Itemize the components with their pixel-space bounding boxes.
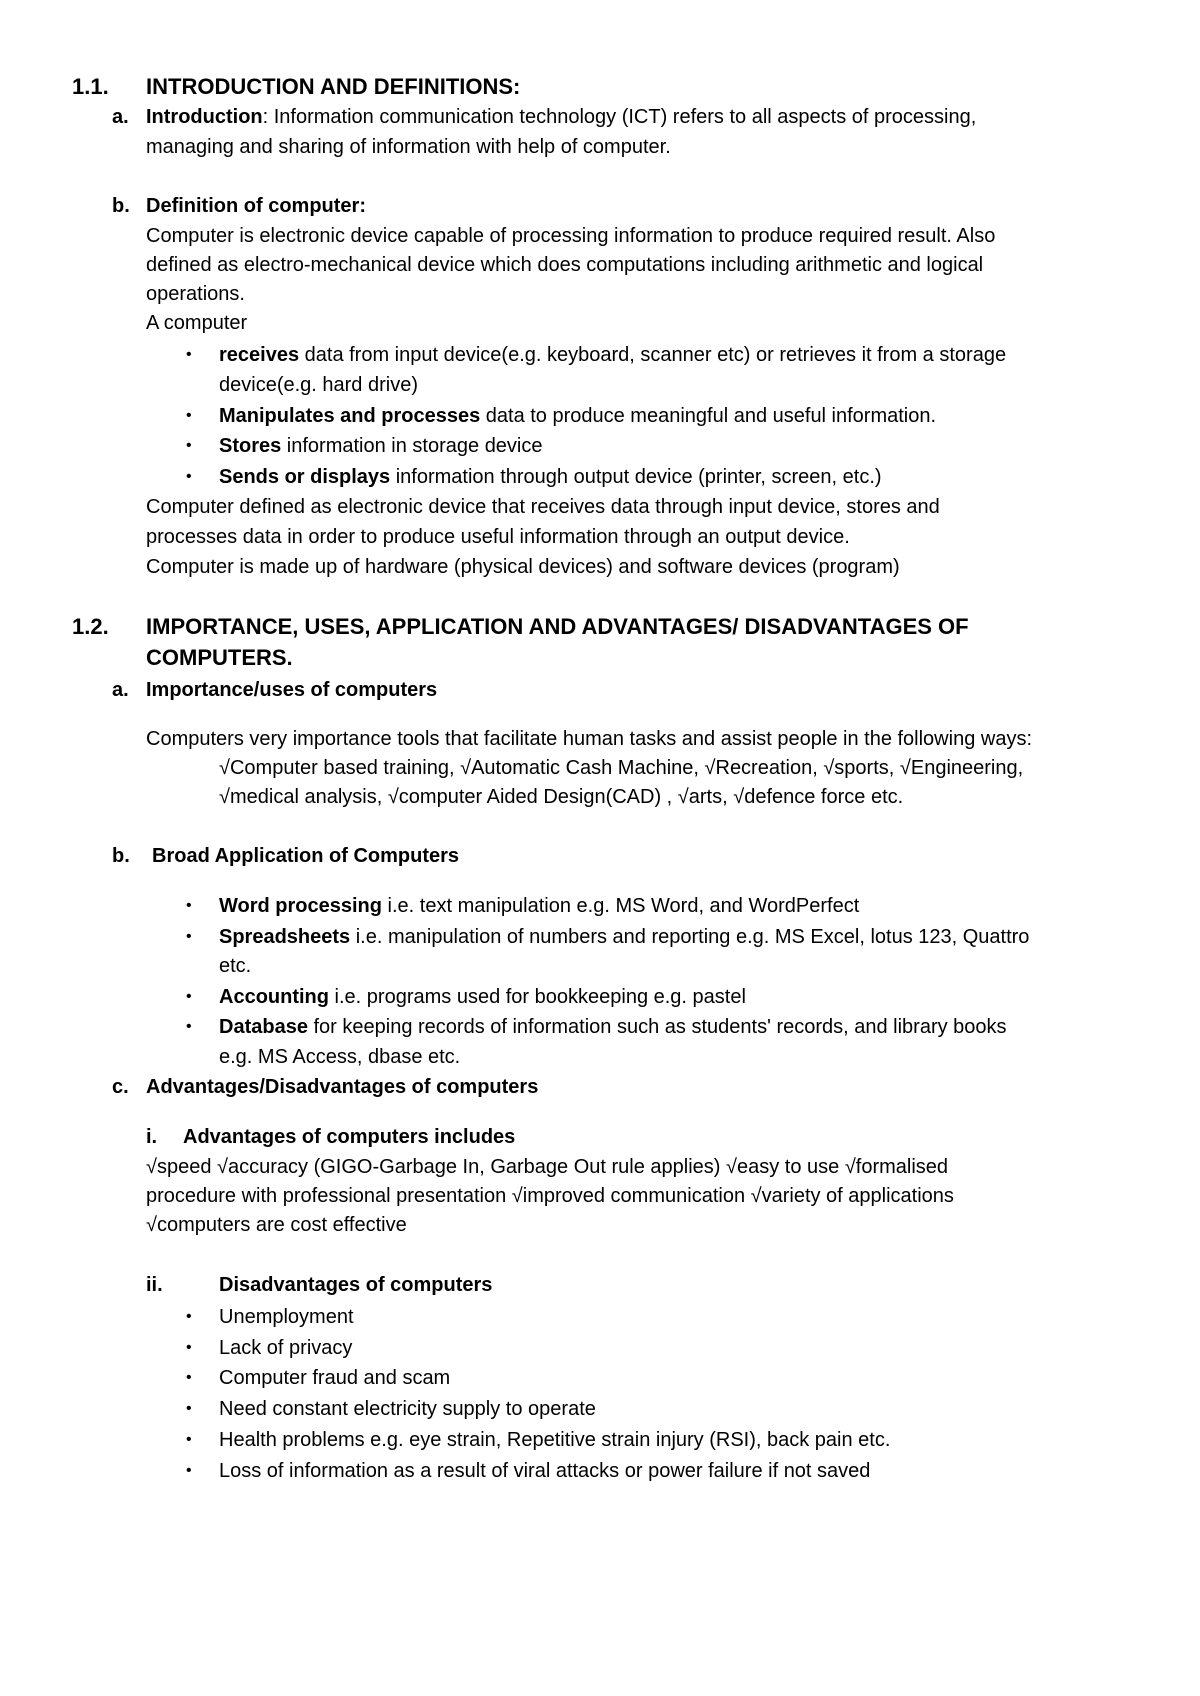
word-processing-text: i.e. text manipulation e.g. MS Word, and WordPerfect	[382, 895, 860, 917]
computer-function-sends	[219, 464, 882, 490]
subitem-i-label: i.	[146, 1126, 158, 1148]
introduction-line-1	[146, 104, 976, 130]
bullet-icon: •	[186, 468, 192, 485]
advantages-line-3: √computers are cost effective	[146, 1214, 407, 1236]
subitem-ii-label: ii.	[146, 1274, 163, 1296]
manipulates-text: data to produce meaningful and useful information.	[480, 405, 937, 427]
accounting-bold: Accounting	[219, 986, 329, 1008]
manipulates-bold: Manipulates and processes	[219, 405, 481, 427]
advantages-disadvantages-title: Advantages/Disadvantages of computers	[146, 1076, 539, 1098]
receives-text: data from input device(e.g. keyboard, scanner etc) or retrieves it from a storage	[299, 344, 1007, 366]
database-text: for keeping records of information such as students' records, and library books	[307, 1016, 1007, 1038]
disadvantage-item: Health problems e.g. eye strain, Repetitive strain injury (RSI), back pain etc.	[219, 1429, 891, 1451]
computer-function-stores	[219, 433, 543, 459]
item-a-label: a.	[112, 679, 129, 701]
disadvantage-item: Computer fraud and scam	[219, 1367, 451, 1389]
a-computer-text: A computer	[146, 312, 248, 334]
sends-bold: Sends or displays	[219, 466, 391, 488]
importance-text: Computers very importance tools that facilitate human tasks and assist people in the following ways:	[146, 728, 1032, 750]
definition-line-1: Computer is electronic device capable of processing information to produce required result. Also	[146, 225, 996, 247]
importance-list-line-2: √medical analysis, √computer Aided Design(CAD) , √arts, √defence force etc.	[219, 786, 904, 808]
importance-list-line-1: √Computer based training, √Automatic Cash Machine, √Recreation, √sports, √Engineering,	[219, 757, 1024, 779]
stores-bold: Stores	[219, 435, 282, 457]
computer-function-receives-cont: device(e.g. hard drive)	[219, 374, 418, 396]
disadvantage-item: Loss of information as a result of viral attacks or power failure if not saved	[219, 1460, 871, 1482]
bullet-icon: •	[186, 346, 192, 363]
bullet-icon: •	[186, 928, 192, 945]
bullet-icon: •	[186, 437, 192, 454]
definition-summary-line-2: processes data in order to produce useful information through an output device.	[146, 526, 850, 548]
definition-title: Definition of computer:	[146, 195, 366, 217]
section-1-2-number: 1.2.	[72, 614, 109, 639]
definition-line-3: operations.	[146, 283, 245, 305]
word-processing-bold: Word processing	[219, 895, 382, 917]
item-b-label: b.	[112, 195, 130, 217]
sends-text: information through output device (printer, screen, etc.)	[390, 466, 882, 488]
introduction-line-2: managing and sharing of information with help of computer.	[146, 136, 671, 158]
applications-title: Broad Application of Computers	[152, 845, 460, 867]
hardware-software-text: Computer is made up of hardware (physical devices) and software devices (program)	[146, 556, 900, 578]
bullet-icon: •	[186, 1400, 192, 1417]
application-word-processing	[219, 893, 859, 919]
computer-function-manipulates	[219, 403, 936, 429]
application-accounting	[219, 984, 746, 1010]
computer-function-receives	[219, 342, 1006, 368]
spreadsheets-bold: Spreadsheets	[219, 926, 351, 948]
application-spreadsheets	[219, 924, 1029, 950]
accounting-text: i.e. programs used for bookkeeping e.g. pastel	[329, 986, 746, 1008]
advantages-title: Advantages of computers includes	[183, 1126, 516, 1148]
advantages-line-1: √speed √accuracy (GIGO-Garbage In, Garbage Out rule applies) √easy to use √formalised	[146, 1156, 949, 1178]
advantages-line-2: procedure with professional presentation √improved communication √variety of applications	[146, 1185, 954, 1207]
application-spreadsheets-cont: etc.	[219, 955, 252, 977]
bullet-icon: •	[186, 1431, 192, 1448]
item-c-label: c.	[112, 1076, 129, 1098]
section-1-1-number: 1.1.	[72, 74, 109, 99]
bullet-icon: •	[186, 897, 192, 914]
bullet-icon: •	[186, 1308, 192, 1325]
bullet-icon: •	[186, 1462, 192, 1479]
disadvantage-item: Lack of privacy	[219, 1337, 353, 1359]
bullet-icon: •	[186, 988, 192, 1005]
item-a-label: a.	[112, 106, 129, 128]
spreadsheets-text: i.e. manipulation of numbers and reporting e.g. MS Excel, lotus 123, Quattro	[350, 926, 1030, 948]
disadvantage-item: Need constant electricity supply to operate	[219, 1398, 596, 1420]
section-1-1-title: INTRODUCTION AND DEFINITIONS:	[146, 74, 521, 99]
application-database	[219, 1014, 1007, 1040]
importance-title: Importance/uses of computers	[146, 679, 438, 701]
definition-summary-line-1: Computer defined as electronic device that receives data through input device, stores and	[146, 496, 940, 518]
bullet-icon: •	[186, 1339, 192, 1356]
database-bold: Database	[219, 1016, 308, 1038]
receives-bold: receives	[219, 344, 300, 366]
disadvantage-item: Unemployment	[219, 1306, 354, 1328]
item-b-label: b.	[112, 845, 130, 867]
section-1-2-title-line-2: COMPUTERS.	[146, 645, 293, 670]
bullet-icon: •	[186, 1369, 192, 1386]
bullet-icon: •	[186, 1018, 192, 1035]
application-database-cont: e.g. MS Access, dbase etc.	[219, 1046, 461, 1068]
definition-line-2: defined as electro-mechanical device which does computations including arithmetic and logical	[146, 254, 984, 276]
bullet-icon: •	[186, 407, 192, 424]
stores-text: information in storage device	[281, 435, 543, 457]
introduction-text: : Information communication technology (ICT) refers to all aspects of processing,	[262, 106, 977, 128]
section-1-2-title-line-1: IMPORTANCE, USES, APPLICATION AND ADVANTAGES/ DISADVANTAGES OF	[146, 614, 969, 639]
introduction-title: Introduction	[146, 106, 263, 128]
disadvantages-title: Disadvantages of computers	[219, 1274, 493, 1296]
